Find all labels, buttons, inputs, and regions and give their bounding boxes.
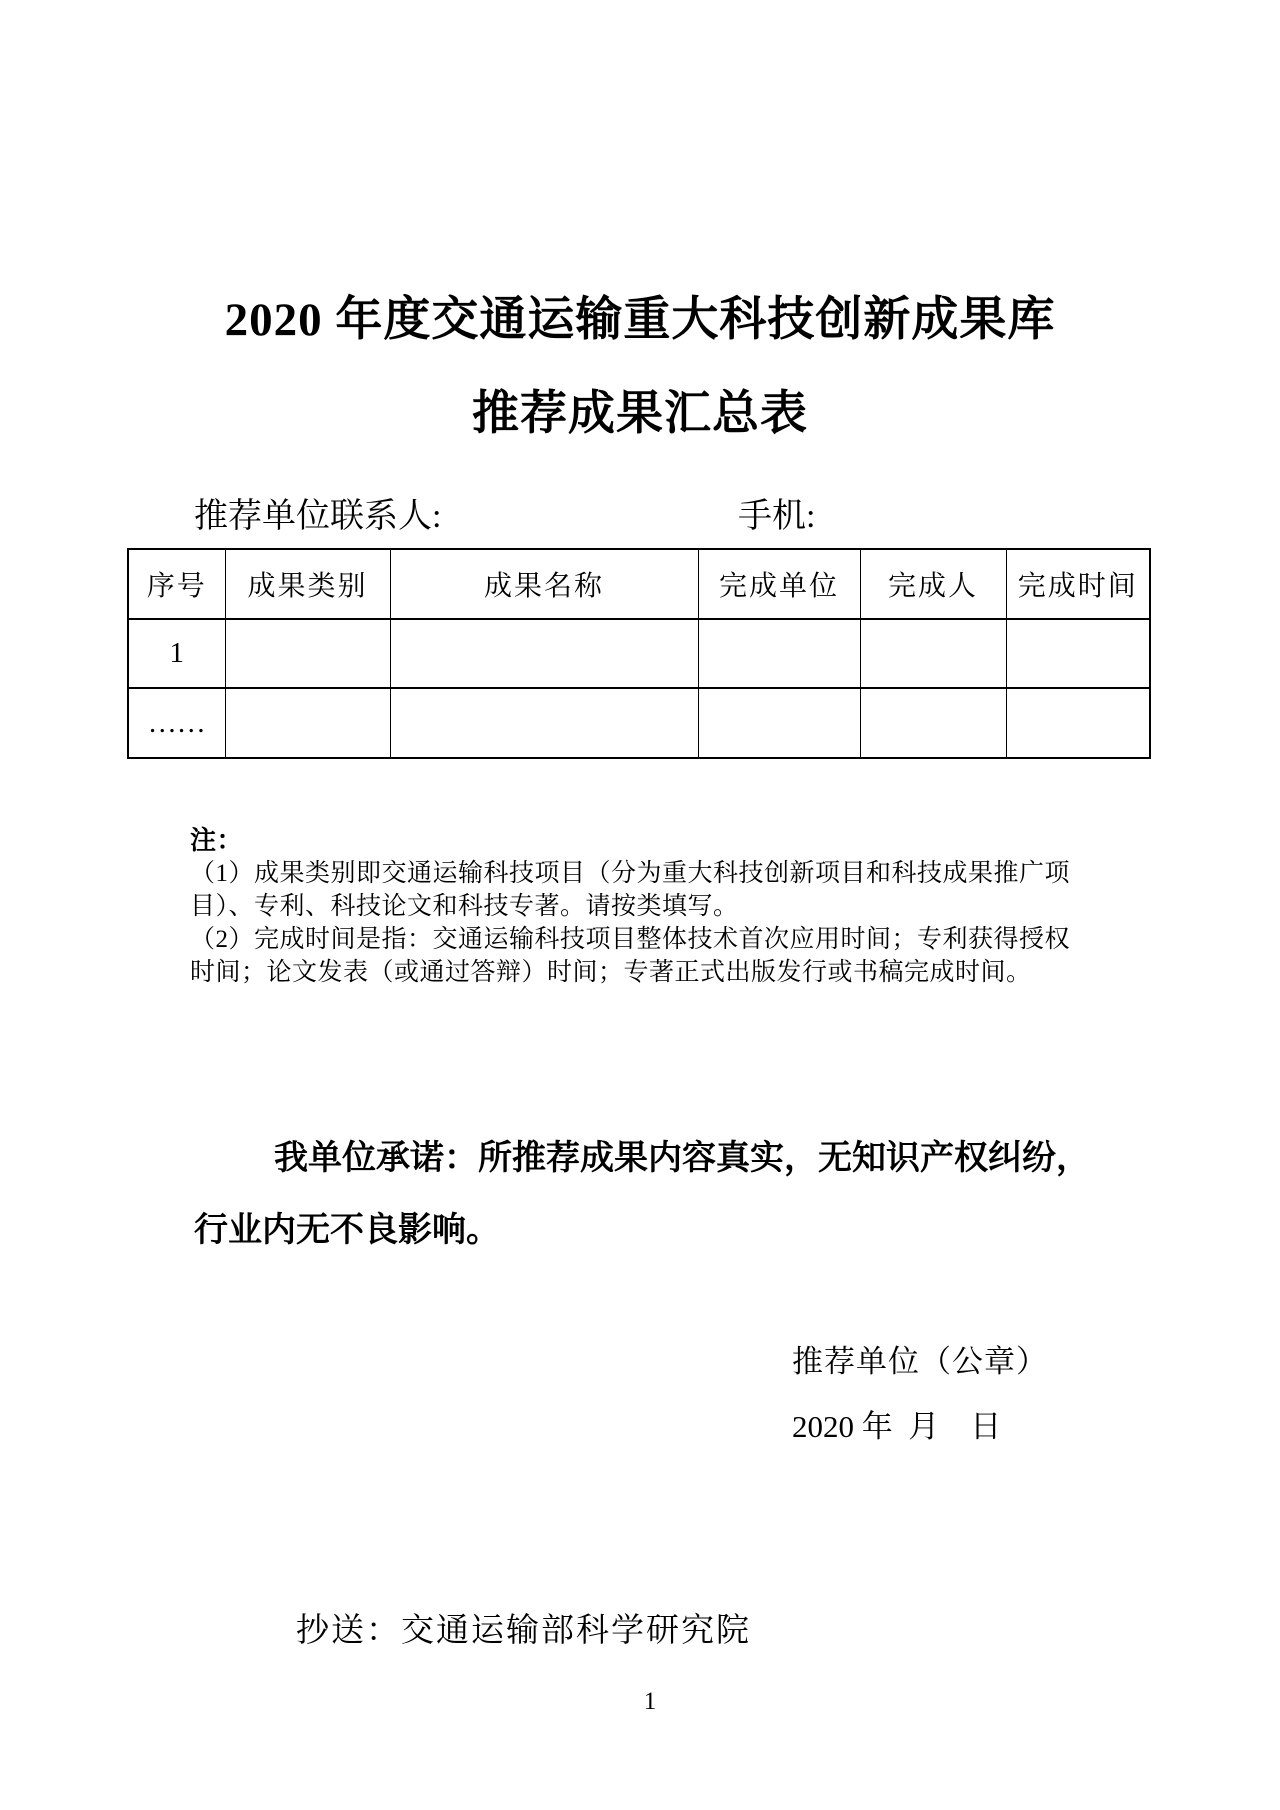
recommending-unit-seal-label: 推荐单位（公章） bbox=[792, 1344, 1048, 1379]
table-cell bbox=[698, 619, 860, 688]
table-cell bbox=[860, 688, 1006, 758]
table-row bbox=[128, 688, 1150, 758]
recommender-contact-label: 推荐单位联系人: bbox=[194, 498, 442, 535]
table-cell bbox=[1006, 688, 1150, 758]
column-header-name: 成果名称 bbox=[390, 549, 698, 619]
commitment-statement-line2: 行业内无不良影响。 bbox=[194, 1211, 500, 1249]
page-number: 1 bbox=[643, 1688, 657, 1715]
table-cell bbox=[390, 619, 698, 688]
table-cell bbox=[390, 688, 698, 758]
column-header-category: 成果类别 bbox=[225, 549, 390, 619]
table-cell: 1 bbox=[128, 619, 225, 688]
column-header-person: 完成人 bbox=[860, 549, 1006, 619]
mobile-phone-label: 手机: bbox=[738, 498, 816, 535]
table-cell bbox=[860, 619, 1006, 688]
column-header-time: 完成时间 bbox=[1006, 549, 1150, 619]
notes-label: 注： bbox=[190, 826, 244, 855]
note-line: 时间；论文发表（或通过答辩）时间；专著正式出版发行或书稿完成时间。 bbox=[190, 959, 1032, 986]
document-title-line2: 推荐成果汇总表 bbox=[472, 388, 808, 440]
table-row bbox=[128, 619, 1150, 688]
table-header-row bbox=[128, 549, 1150, 619]
document-title-line1: 2020 年度交通运输重大科技创新成果库 bbox=[224, 294, 1056, 346]
column-header-unit: 完成单位 bbox=[698, 549, 860, 619]
signature-date-line: 2020 年 月 日 bbox=[792, 1409, 1002, 1444]
table-cell bbox=[225, 619, 390, 688]
results-summary-table bbox=[127, 548, 1151, 759]
note-line: （1）成果类别即交通运输科技项目（分为重大科技创新项目和科技成果推广项 bbox=[190, 860, 1071, 887]
note-line: 目）、专利、科技论文和科技专著。请按类填写。 bbox=[190, 893, 739, 920]
table-cell bbox=[1006, 619, 1150, 688]
column-header-index: 序号 bbox=[128, 549, 225, 619]
note-line: （2）完成时间是指：交通运输科技项目整体技术首次应用时间；专利获得授权 bbox=[190, 926, 1071, 953]
notes-block bbox=[190, 824, 1090, 989]
table-cell bbox=[698, 688, 860, 758]
table-cell bbox=[225, 688, 390, 758]
table-cell: …… bbox=[128, 688, 225, 758]
cc-line: 抄送：交通运输部科学研究院 bbox=[296, 1613, 751, 1649]
commitment-statement-line1: 我单位承诺：所推荐成果内容真实，无知识产权纠纷， bbox=[274, 1139, 1090, 1177]
